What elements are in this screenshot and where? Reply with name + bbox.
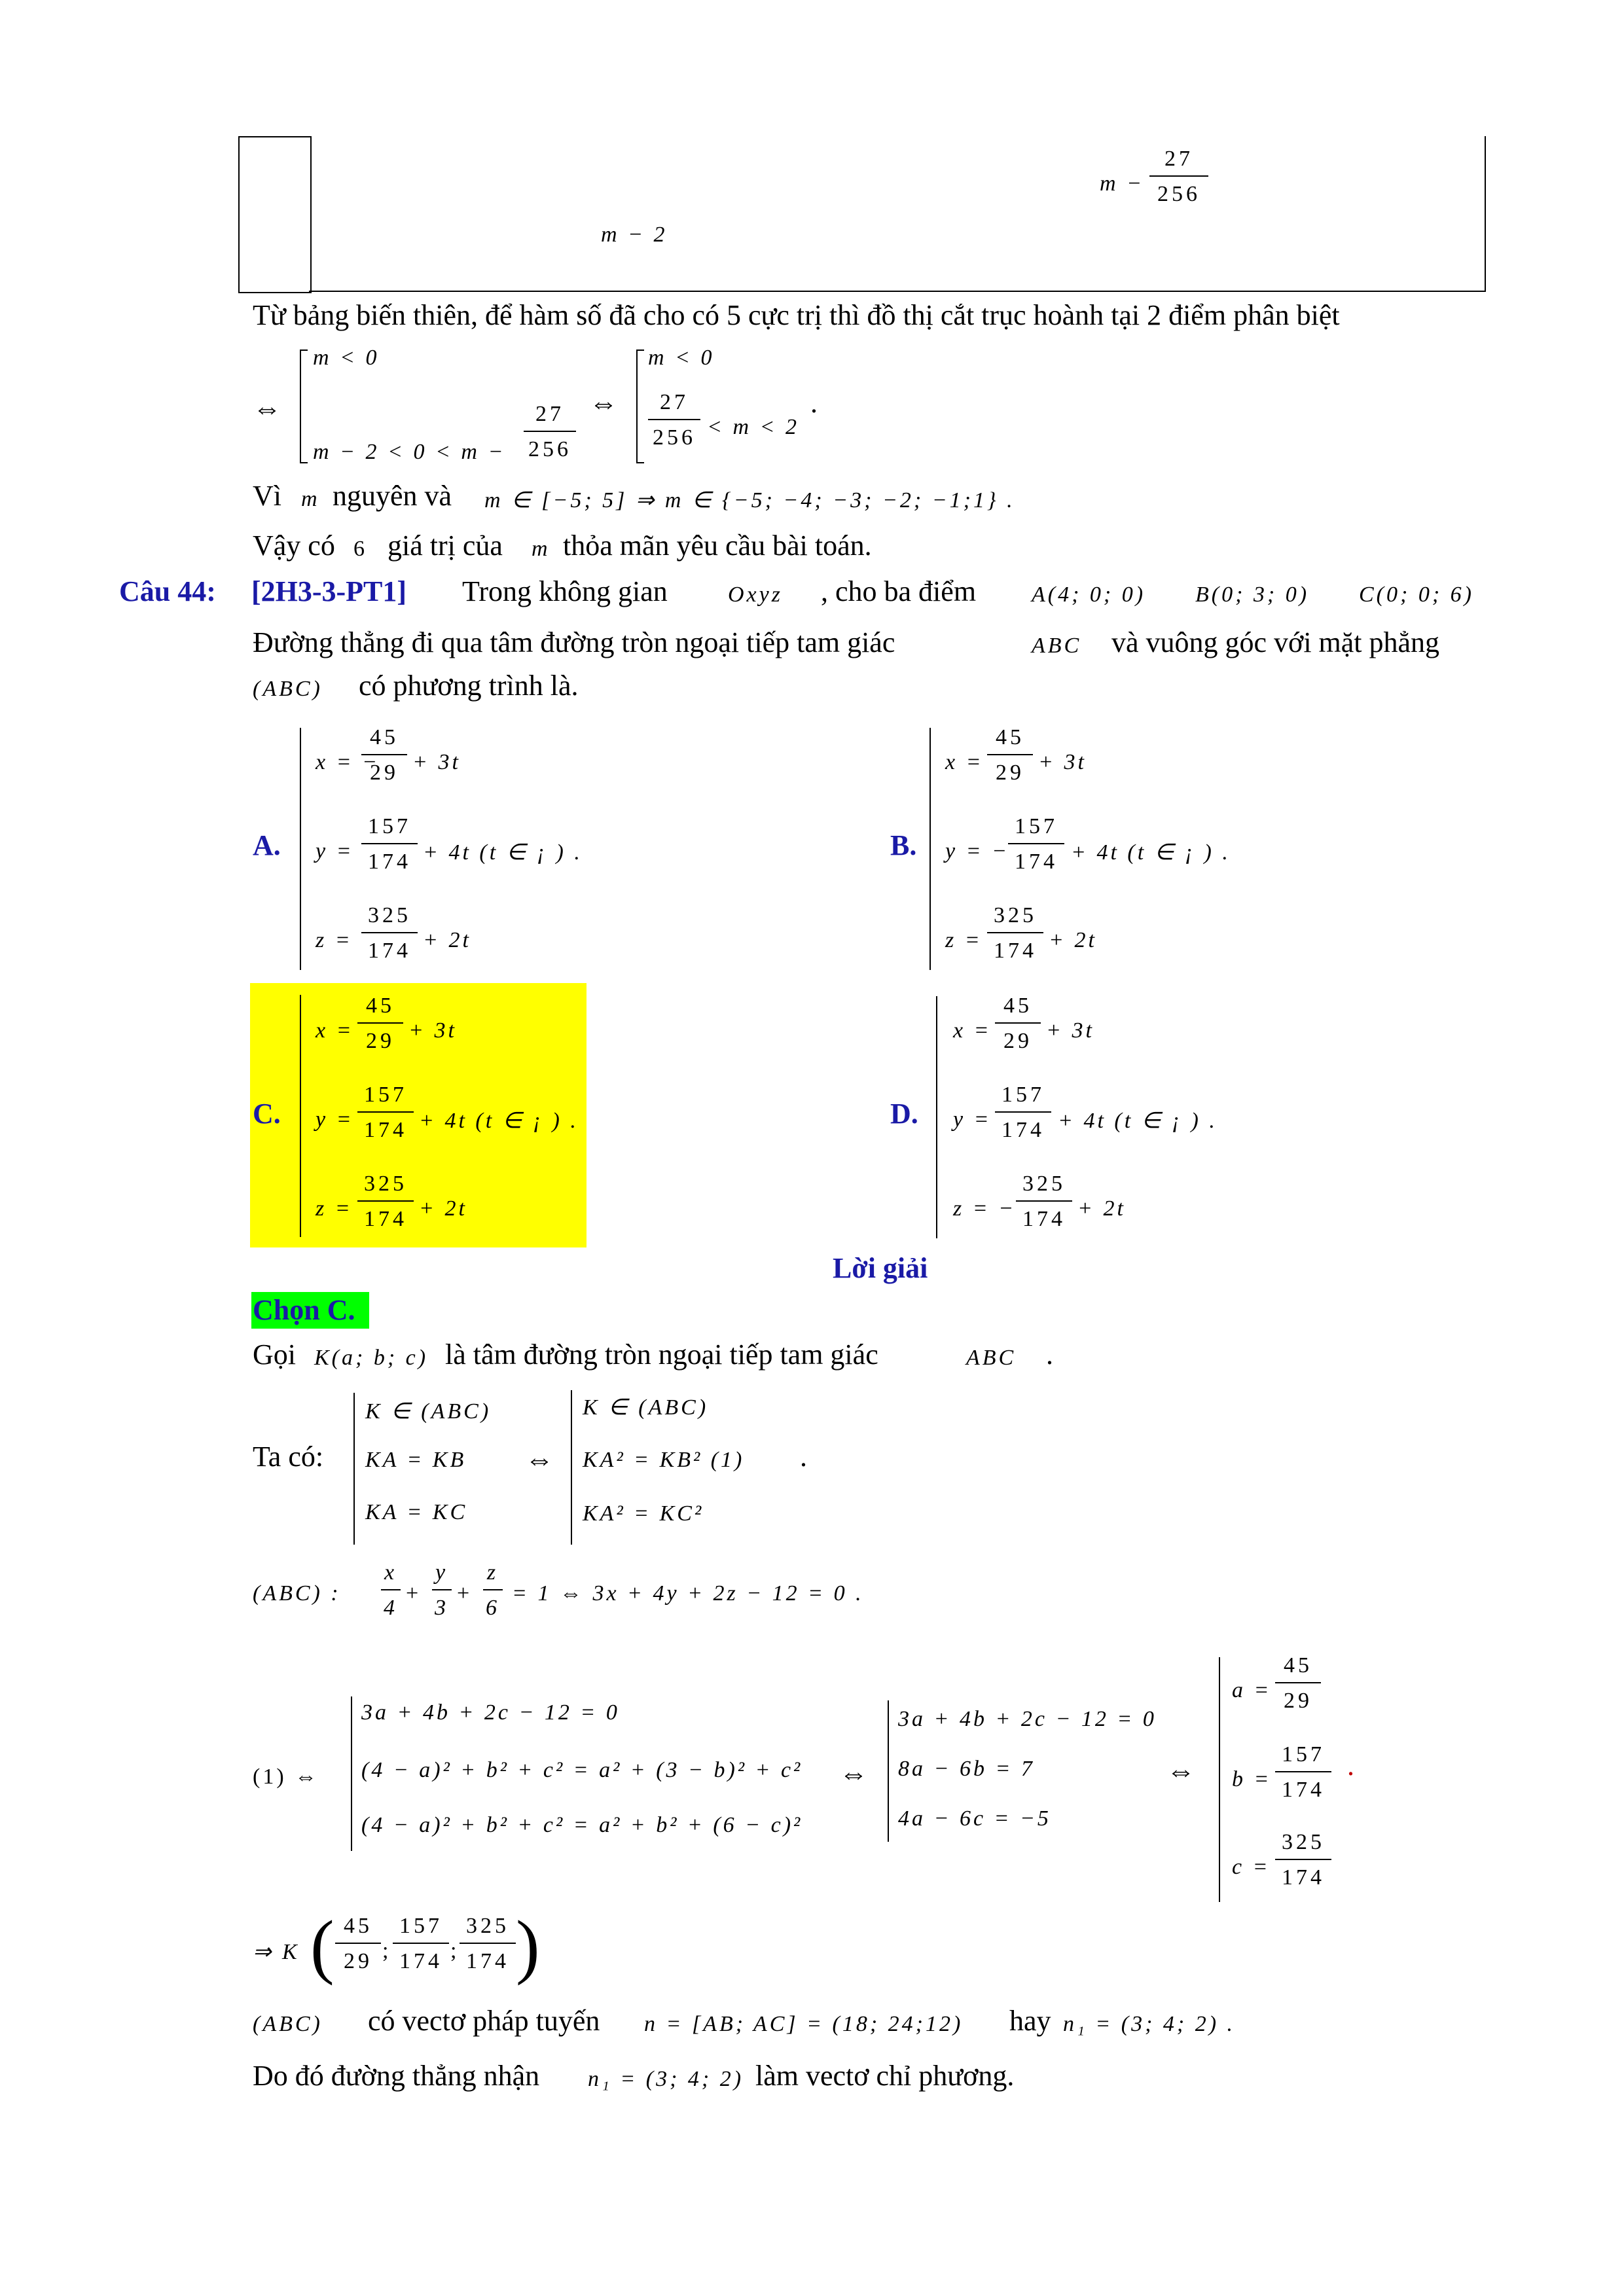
- vi-set: m ∈ [−5; 5] ⇒ m ∈ {−5; −4; −3; −2; −1;1} .: [484, 488, 1015, 512]
- question-code: [2H3-3-PT1]: [251, 575, 407, 607]
- option-d-x-frac: $\frac{45}{29}$: [995, 994, 1041, 1054]
- k-frac-2: $\frac{157}{174}$: [393, 1914, 449, 1974]
- option-c-x-post: + 3t: [408, 1018, 457, 1043]
- question-text1: Trong không gian: [462, 575, 668, 607]
- chon-answer: Chọn C.: [253, 1294, 355, 1326]
- cond-a-line2: m − 2 < 0 < m −: [313, 440, 506, 464]
- eq2-line3: 4a − 6c = −5: [898, 1806, 1051, 1831]
- option-c-z-frac: $\frac{325}{174}$: [357, 1172, 414, 1232]
- option-a-brace: [300, 728, 301, 970]
- intro-line: Từ bảng biến thiên, để hàm số đã cho có 5 cực trị thì đồ thị cắt trục hoành tại 2 điểm phân biệt: [253, 299, 1340, 331]
- option-a-y-frac: $\frac{157}{174}$: [361, 814, 418, 874]
- res-a-frac: $\frac{45}{29}$: [1275, 1653, 1321, 1713]
- option-c-x-frac: $\frac{45}{29}$: [357, 994, 403, 1054]
- eq1-line3: (4 − a)² + b² + c² = a² + b² + (6 − c)²: [361, 1813, 803, 1837]
- option-d-x-post: + 3t: [1046, 1018, 1094, 1043]
- option-d-z-pre: z = −: [953, 1196, 1017, 1221]
- k-sep-2: ;: [450, 1939, 460, 1963]
- question-plane: (ABC): [253, 677, 323, 701]
- k-paren-right: ): [516, 1906, 540, 1986]
- option-c-brace: [300, 995, 301, 1237]
- k-sep-1: ;: [382, 1939, 391, 1963]
- cond-b-fraction: $\frac{27}{256}$: [648, 390, 700, 450]
- res-c-pre: c =: [1232, 1855, 1271, 1879]
- option-d-brace: [936, 996, 937, 1238]
- option-b-x-pre: x =: [945, 750, 984, 774]
- goi-dot: .: [1046, 1338, 1053, 1371]
- question-line2: Đường thẳng đi qua tâm đường tròn ngoại tiếp tam giác: [253, 626, 895, 658]
- plane-plus-1: +: [406, 1581, 422, 1605]
- plane-frac-x: $\frac{x}{4}$: [381, 1560, 401, 1621]
- final-a: Do đó đường thẳng nhận: [253, 2060, 540, 2092]
- option-b-brace: [929, 728, 931, 970]
- eq-iff-1: ⇔: [839, 1757, 868, 1789]
- sys1-brace: [353, 1393, 355, 1545]
- res-b-pre: b =: [1232, 1767, 1272, 1791]
- cond-a-line1: m < 0: [313, 346, 380, 370]
- sys-iff: ⇔: [525, 1443, 554, 1475]
- option-b-x-post: + 3t: [1038, 750, 1087, 774]
- sys2-line3: KA² = KC²: [583, 1501, 704, 1526]
- option-c-x-pre: x =: [316, 1018, 354, 1043]
- vi-prefix: Vì: [253, 480, 281, 512]
- normal-plane: (ABC): [253, 2012, 323, 2036]
- point-c: C(0; 0; 6): [1359, 583, 1474, 607]
- option-a-x-post: + 3t: [412, 750, 461, 774]
- option-a-z-pre: z =: [316, 928, 353, 952]
- eq1-brace: [351, 1696, 352, 1851]
- vay-mid: giá trị của: [388, 529, 503, 562]
- question-label: Câu 44:: [119, 575, 216, 607]
- eq1-line1: 3a + 4b + 2c − 12 = 0: [361, 1700, 620, 1725]
- option-c-z-post: + 2t: [419, 1196, 467, 1221]
- vay-prefix: Vậy có: [253, 529, 335, 562]
- normal-text: có vectơ pháp tuyến: [368, 2005, 600, 2037]
- table-body: [309, 136, 1486, 292]
- option-b-z-post: + 2t: [1049, 928, 1097, 952]
- table-bottom-expr: m − 2: [601, 223, 668, 247]
- normal-hay: hay: [1009, 2005, 1051, 2037]
- question-oxyz: Oxyz: [728, 583, 783, 607]
- iff-symbol: ⇔: [253, 392, 281, 424]
- question-line2b: và vuông góc với mặt phẳng: [1111, 626, 1440, 658]
- normal-vector: n = [AB; AC] = (18; 24;12): [644, 2012, 964, 2036]
- goi-k: K(a; b; c): [314, 1346, 429, 1370]
- sys1-line3: KA = KC: [365, 1500, 468, 1524]
- k-frac-1: $\frac{45}{29}$: [335, 1914, 381, 1974]
- sys2-line2: KA² = KB² (1): [583, 1448, 745, 1472]
- vi-mid: nguyên và: [333, 480, 452, 512]
- goi-abc: ABC: [966, 1346, 1017, 1370]
- option-b-z-frac: $\frac{325}{174}$: [987, 903, 1043, 963]
- res-c-frac: $\frac{325}{174}$: [1275, 1830, 1331, 1890]
- table-top-expr: m −: [1100, 171, 1144, 196]
- option-b-z-pre: z =: [945, 928, 983, 952]
- option-d-x-pre: x =: [953, 1018, 992, 1043]
- eq-iff-2: ⇔: [1166, 1755, 1195, 1787]
- option-b-label: B.: [890, 829, 917, 861]
- option-b-y-post: + 4t (t ∈ ¡ ) .: [1071, 840, 1231, 865]
- option-b-y-frac: $\frac{157}{174}$: [1008, 814, 1064, 874]
- final-c: làm vectơ chỉ phương.: [755, 2060, 1015, 2092]
- goi-a: Gọi: [253, 1338, 296, 1371]
- res-a-pre: a =: [1232, 1678, 1272, 1702]
- cond-b-line1: m < 0: [648, 346, 715, 370]
- option-c-y-post: + 4t (t ∈ ¡ ) .: [419, 1109, 579, 1133]
- sys2-dot: .: [800, 1441, 807, 1473]
- vi-m: m: [301, 487, 320, 511]
- iff-symbol-2: ⇔: [589, 387, 618, 419]
- plane-equation: = 1 ⇔ 3x + 4y + 2z − 12 = 0 .: [512, 1581, 864, 1605]
- option-d-label: D.: [890, 1098, 918, 1130]
- table-top-fraction: $\frac{27}{256}$: [1149, 147, 1208, 207]
- sys1-line2: KA = KB: [365, 1448, 467, 1472]
- option-b-x-frac: $\frac{45}{29}$: [987, 725, 1033, 785]
- k-prefix: ⇒ K: [253, 1940, 300, 1964]
- question-text2: , cho ba điểm: [821, 575, 977, 607]
- normal-n1: n₁ = (3; 4; 2) .: [1063, 2012, 1236, 2036]
- option-c-y-pre: y =: [316, 1107, 354, 1132]
- cond-a-fraction: $\frac{27}{256}$: [524, 402, 576, 462]
- point-b: B(0; 3; 0): [1195, 583, 1310, 607]
- option-a-label: A.: [253, 829, 281, 861]
- option-d-z-post: + 2t: [1077, 1196, 1126, 1221]
- eq2-line1: 3a + 4b + 2c − 12 = 0: [898, 1707, 1157, 1731]
- option-d-z-frac: $\frac{325}{174}$: [1016, 1172, 1072, 1232]
- option-b-y-pre: y = −: [945, 839, 1009, 863]
- option-a-z-frac: $\frac{325}{174}$: [361, 903, 418, 963]
- cond-b-tail: < m < 2: [707, 415, 799, 439]
- eq2-brace: [888, 1700, 889, 1842]
- res-b-frac: $\frac{157}{174}$: [1275, 1742, 1331, 1803]
- option-d-y-post: + 4t (t ∈ ¡ ) .: [1058, 1109, 1218, 1133]
- option-a-y-post: + 4t (t ∈ ¡ ) .: [423, 840, 583, 865]
- plane-prefix: (ABC) :: [253, 1581, 341, 1605]
- vay-num: 6: [353, 537, 367, 561]
- option-c-y-frac: $\frac{157}{174}$: [357, 1083, 414, 1143]
- k-paren-left: (: [310, 1906, 334, 1986]
- table-left-cell: [238, 136, 312, 293]
- question-abc: ABC: [1032, 634, 1082, 658]
- bracket-left: [300, 350, 308, 463]
- option-c-label: C.: [253, 1098, 281, 1130]
- point-a: A(4; 0; 0): [1032, 583, 1146, 607]
- question-line3b: có phương trình là.: [359, 670, 579, 702]
- final-b: n₁ = (3; 4; 2): [588, 2067, 744, 2091]
- result-brace: [1219, 1657, 1220, 1902]
- eq1-line2: (4 − a)² + b² + c² = a² + (3 − b)² + c²: [361, 1758, 803, 1782]
- sys1-line1: K ∈ (ABC): [365, 1399, 492, 1424]
- goi-b: là tâm đường tròn ngoại tiếp tam giác: [445, 1338, 878, 1371]
- eq1-label: (1) ⇔: [253, 1765, 320, 1789]
- option-a-z-post: + 2t: [423, 928, 471, 952]
- k-frac-3: $\frac{325}{174}$: [460, 1914, 516, 1974]
- vay-suffix: thỏa mãn yêu cầu bài toán.: [563, 529, 872, 562]
- plane-frac-y: $\frac{y}{3}$: [432, 1560, 452, 1621]
- sys2-line1: K ∈ (ABC): [583, 1395, 709, 1420]
- taco: Ta có:: [253, 1441, 324, 1473]
- bracket-right: [636, 350, 644, 463]
- vay-m: m: [532, 537, 550, 561]
- option-a-x-pre: x = −: [316, 750, 380, 774]
- res-dot: .: [1347, 1749, 1354, 1782]
- eq2-line2: 8a − 6b = 7: [898, 1757, 1035, 1781]
- sys2-brace: [571, 1390, 572, 1545]
- option-d-y-frac: $\frac{157}{174}$: [995, 1083, 1051, 1143]
- option-d-y-pre: y =: [953, 1107, 992, 1132]
- cond-period: .: [810, 387, 818, 419]
- option-a-x-frac: $\frac{45}{29}$: [361, 725, 407, 785]
- plane-plus-2: +: [457, 1581, 473, 1605]
- option-c-z-pre: z =: [316, 1196, 353, 1221]
- solution-title: Lời giải: [833, 1252, 928, 1284]
- plane-frac-z: $\frac{z}{6}$: [483, 1560, 503, 1621]
- option-a-y-pre: y =: [316, 839, 354, 863]
